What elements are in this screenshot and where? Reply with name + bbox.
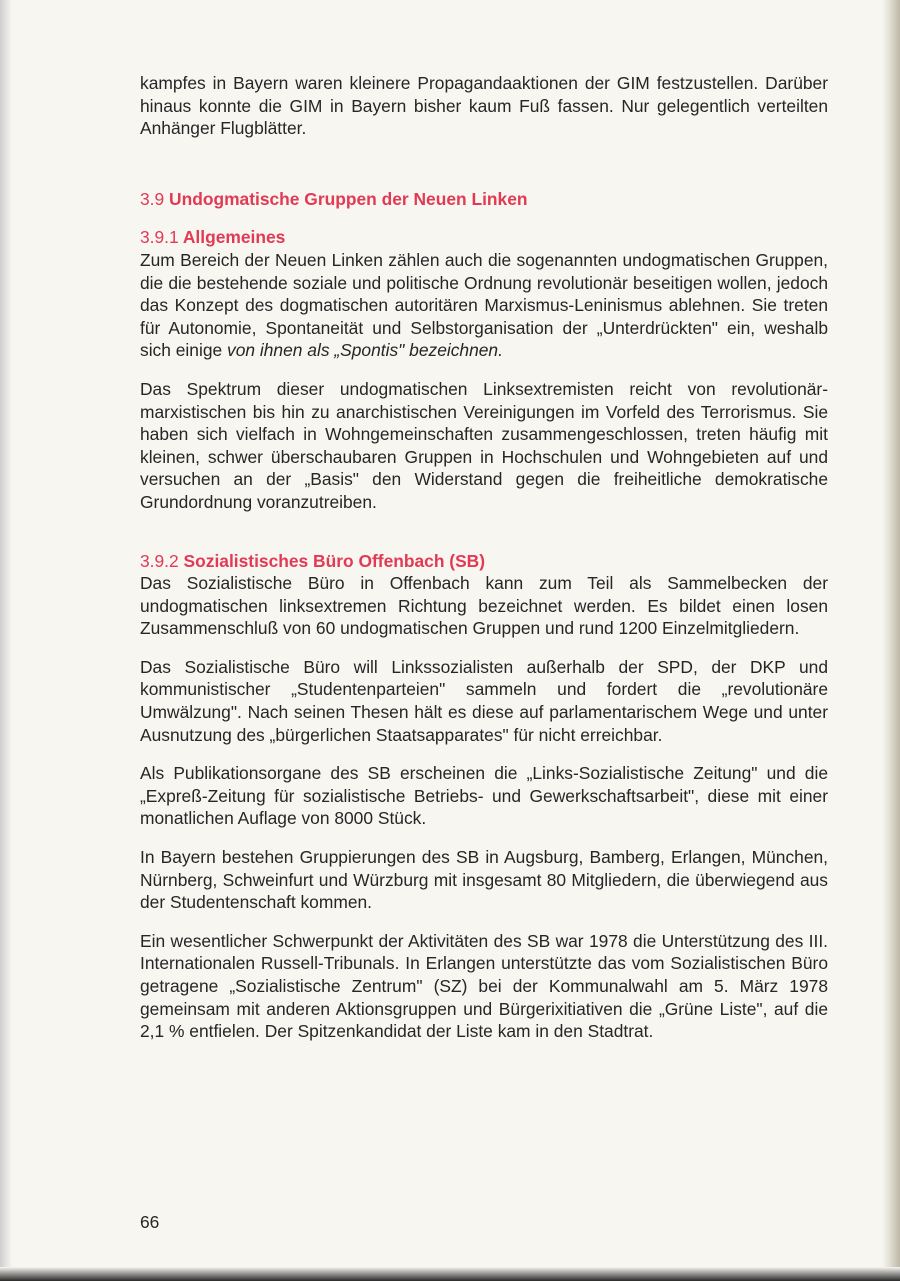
subsection-1-title: Allgemeines: [182, 227, 286, 248]
page-number: 66: [140, 1212, 160, 1232]
page-gutter-shadow: [0, 0, 12, 1281]
sb-paragraph-2: Das Sozialistische Büro will Linkssozialisten außerhalb der SPD, der DKP und kommunistischer „Studentenparteien" sammeln und fordert die „revolutionäre Umwälzung". Nach seinen Thesen hält es diese auf parlamentarischem Wege und unter Ausnutzung des „bürgerlichen Staatsapparates" für nicht erreichbar.: [140, 656, 828, 745]
intro-paragraph: kampfes in Bayern waren kleinere Propagandaaktionen der GIM festzustellen. Darüber hinaus konnte die GIM in Bayern bisher kaum Fuß fassen. Nur gelegentlich verteilten Anhänger Flugblätter.: [140, 73, 828, 139]
sb-paragraph-5: Ein wesentlicher Schwerpunkt der Aktivitäten des SB war 1978 die Unterstützung des III. Internationalen Russell-Tribunals. In Erlangen unterstützte das vom Sozialistischen Büro getragene „Sozialistische Zentrum" (SZ) bei der Kommunalwahl am 5. März 1978 gemeinsam mit anderen Aktionsgruppen und Bürgerixitiativen die „Grüne Liste", auf die 2,1 % entfielen. Der Spitzenkandidat der Liste kam in den Stadtrat.: [140, 930, 828, 1042]
subsection-1-number: 3.9.1: [140, 227, 179, 248]
page-bottom-edge: [0, 1267, 900, 1281]
section-number: 3.9: [140, 188, 165, 209]
page-right-edge: [882, 0, 900, 1281]
allgemeines-paragraph-2: Das Spektrum dieser undogmatischen Linksextremisten reicht von revolutionär-marxistischen bis hin zu anarchistischen Vereinigungen im Vorfeld des Terrorismus. Sie haben sich vielfach in Wohngemeinschaften zusammengeschlossen, treten häufig mit kleinen, schwer überschaubaren Gruppen in Hochschulen und Wohngebieten auf und versuchen an der „Basis" den Widerstand gegen die freiheitliche demokratische Grundordnung voranzutreiben.: [140, 378, 828, 512]
sb-paragraph-4: In Bayern bestehen Gruppierungen des SB in Augsburg, Bamberg, Erlangen, München, Nürnberg, Schweinfurt und Würzburg mit insgesamt 80 Mitgliedern, die überwiegend aus der Studentenschaft kommen.: [140, 847, 828, 913]
allgemeines-paragraph-1-main: Zum Bereich der Neuen Linken zählen auch die sogenannten undogmatischen Gruppen, die die bestehende soziale und politische Ordnung revolutionär beseitigen wollen, jedoch das Konzept des dogmatischen autoritären Marxismus-Leninismus ablehnen. Sie treten für Autonomie, Spontaneität und Selbstorganisation der „Unterdrückten" ein, weshalb sich einige: [140, 249, 828, 361]
subsection-2-heading: [140, 550, 828, 573]
allgemeines-paragraph-1: [140, 249, 828, 362]
text-column: [140, 72, 828, 1043]
sb-paragraph-1: Das Sozialistische Büro in Offenbach kann zum Teil als Sammelbecken der undogmatischen linksextremen Richtung bezeichnet werden. Es bildet einen losen Zusammenschluß von 60 undogmatischen Gruppen und rund 1200 Einzelmitgliedern.: [140, 573, 828, 639]
sb-paragraph-3: Als Publikationsorgane des SB erscheinen die „Links-Sozialistische Zeitung" und die „Expreß-Zeitung für sozialistische Betriebs- und Gewerkschaftsarbeit", diese mit einer monatlichen Auflage von 8000 Stück.: [140, 763, 828, 829]
subsection-1-heading: [140, 226, 828, 249]
section-heading: [140, 188, 828, 211]
allgemeines-paragraph-1-italic: von ihnen als „Spontis" bezeichnen.: [227, 340, 503, 361]
section-title: Undogmatische Gruppen der Neuen Linken: [169, 188, 528, 209]
subsection-2-title: Sozialistisches Büro Offenbach (SB): [183, 550, 486, 571]
subsection-2-number: 3.9.2: [140, 550, 179, 571]
